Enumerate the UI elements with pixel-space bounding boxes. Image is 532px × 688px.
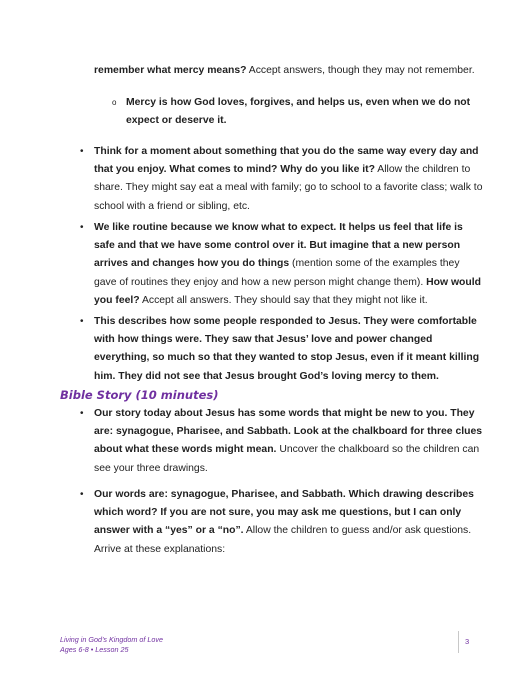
paragraph-new-words <box>94 405 484 478</box>
text: Accept answers, though they may not remember. <box>246 65 475 76</box>
page-number: 3 <box>465 637 470 646</box>
text: Allow the children to guess and/or ask questions. Arrive at these explanations: <box>94 525 472 555</box>
paragraph-word-guessing <box>94 486 484 559</box>
bullet-marker: • <box>80 222 84 233</box>
bold-text: Our words are: synagogue, Pharisee, and Sabbath. Which drawing describes which word? If you are not sure, you may ask me questions, but I can only answer with a “yes” or a “no”. <box>94 489 474 537</box>
section-heading: Bible Story (10 minutes) <box>60 388 219 402</box>
footer-subtitle: Ages 6-8 • Lesson 25 <box>60 645 129 654</box>
paragraph-routine-question <box>94 143 484 216</box>
bold-text: Our story today about Jesus has some words that might be new to you. They are: synagogue, Pharisee, and Sabbath. Look at the chalkboard for three clues about what these words might mean. <box>94 408 483 456</box>
bold-text: Mercy is how God loves, forgives, and helps us, even when we do not expect or deserve it. <box>126 97 471 127</box>
text: Uncover the chalkboard so the children can see your three drawings. <box>94 444 480 474</box>
bold-text: We like routine because we know what to expect. It helps us feel that life is safe and that we have some control over it. But imagine that a new person arrives and changes how you do things <box>94 222 463 270</box>
text: (mention some of the examples they gave of routines they enjoy and how a new person might change them). <box>94 258 460 288</box>
footer-course-info <box>60 635 163 655</box>
paragraph-routine-explanation <box>94 219 484 310</box>
paragraph-people-responded <box>94 313 484 386</box>
text: Accept all answers. They should say that they might not like it. <box>139 294 428 306</box>
bold-text: remember what mercy means? <box>94 65 247 76</box>
bullet-marker: • <box>80 408 84 419</box>
bold-text: Think for a moment about something that you do the same way every day and that you enjoy. What comes to mind? Why do you like it? <box>94 146 479 176</box>
bullet-marker: • <box>80 489 84 500</box>
bullet-marker: • <box>80 316 84 327</box>
sub-bullet-marker: o <box>112 98 117 107</box>
footer-divider <box>458 631 459 653</box>
bold-text: How would you feel? <box>94 276 481 306</box>
paragraph-mercy-definition <box>126 94 486 130</box>
paragraph-mercy-question <box>94 62 484 80</box>
footer-title: Living in God’s Kingdom of Love <box>60 635 163 644</box>
text: Allow the children to share. They might say eat a meal with family; go to school to a favorite class; walk to school with a friend or sibling, etc. <box>94 164 483 212</box>
bold-text: This describes how some people responded to Jesus. They were comfortable with how things were. They saw that Jesus’ love and power changed everything, so much so that they wanted to stop Jesus, even if it meant killing him. They did not see that Jesus brought God’s loving mercy to them. <box>94 316 480 382</box>
bullet-marker: • <box>80 146 84 157</box>
